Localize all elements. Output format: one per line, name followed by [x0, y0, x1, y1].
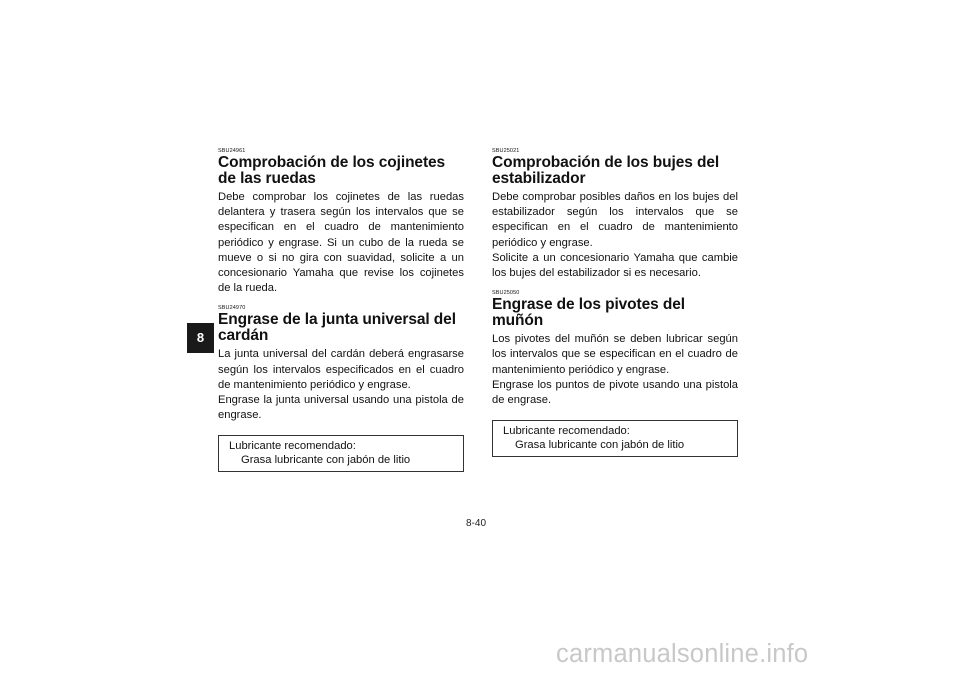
- section-code: SBU24961: [218, 148, 246, 154]
- section-code: SBU25021: [492, 148, 520, 154]
- section-paragraph: Debe comprobar posibles daños en los bujes del estabilizador según los intervalos que se especifican en el cuadro de mantenimiento periódico y engrase.: [492, 191, 738, 249]
- section-code: SBU25050: [492, 290, 520, 297]
- section-paragraph: Los pivotes del muñón se deben lubricar según los intervalos que se especifican en el cuadro de mantenimiento periódico y engrase.: [492, 333, 738, 376]
- recommended-lubricant-box: [218, 435, 464, 472]
- page-number: 8-40: [466, 518, 487, 529]
- section-code: SBU24970: [218, 305, 246, 312]
- left-column: [218, 148, 464, 480]
- section-title: Engrase de la junta universal del cardán: [218, 311, 456, 345]
- lubricant-label: Lubricante recomendado:: [503, 425, 630, 438]
- recommended-lubricant-box: [492, 420, 738, 457]
- section-wheel-bearings: [218, 148, 464, 296]
- section-title: Comprobación de los cojinetes de las ruedas: [218, 154, 446, 187]
- section-paragraph: Solicite a un concesionario Yamaha que cambie los bujes del estabilizador si es necesario.: [492, 251, 738, 280]
- section-paragraph: Engrase los puntos de pivote usando una pistola de engrase.: [492, 378, 738, 407]
- section-title: Engrase de los pivotes del muñón: [492, 296, 685, 330]
- section-title: Comprobación de los bujes del estabilizador: [492, 154, 720, 187]
- lubricant-value: Grasa lubricante con jabón de litio: [515, 439, 685, 452]
- chapter-tab: 8: [187, 323, 214, 353]
- section-paragraph: La junta universal del cardán deberá engrasarse según los intervalos especificados en el cuadro de mantenimiento periódico y engrase.: [218, 348, 464, 391]
- section-stabilizer-bushings: [492, 148, 738, 281]
- section-universal-joint: [218, 305, 464, 472]
- section-knuckle-pivots: [492, 290, 738, 457]
- watermark: carmanualsonline.info: [556, 640, 809, 668]
- lubricant-value: Grasa lubricante con jabón de litio: [241, 454, 411, 467]
- section-paragraph: Debe comprobar los cojinetes de las ruedas delantera y trasera según los intervalos que se especifican en el cuadro de mantenimiento periódico y engrase. Si un cubo de la rueda se mueve o si no gira con suavidad, solicite a un concesionario Yamaha que revise los cojinetes de la rueda.: [218, 191, 464, 295]
- lubricant-label: Lubricante recomendado:: [229, 440, 356, 453]
- section-paragraph: Engrase la junta universal usando una pistola de engrase.: [218, 394, 464, 422]
- right-column: [492, 148, 738, 465]
